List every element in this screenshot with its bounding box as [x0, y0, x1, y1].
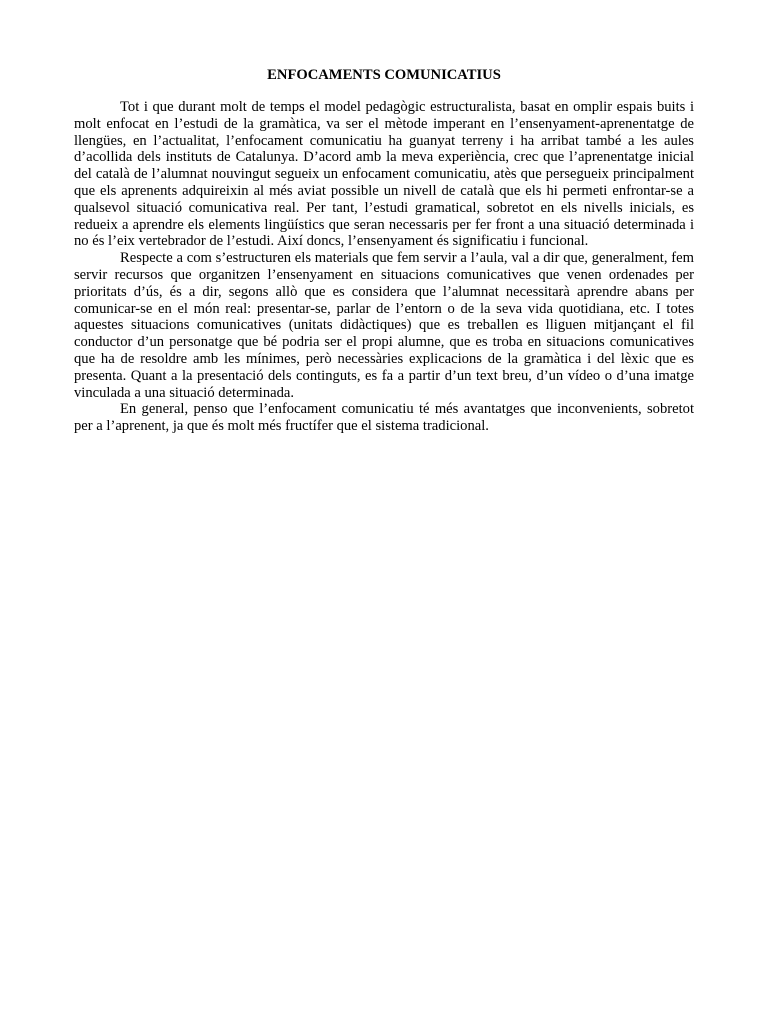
document-page: [74, 66, 694, 435]
paragraph-2: Respecte a com s’estructuren els materials que fem servir a l’aula, val a dir que, generalment, fem servir recursos que organitzen l’ensenyament en situacions comunicatives que venen ordenades per prioritats d’ús, és a dir, segons allò que es considera que l’alumnat necessitarà aprendre abans per comunicar-se en el món real: presentar-se, parlar de l’entorn o de la seva vida quotidiana, etc. I totes aquestes situacions comunicatives (unitats didàctiques) que es treballen es lliguen mitjançant el fil conductor d’un personatge que bé podria ser el propi alumne, que es troba en situacions comunicatives que ha de resoldre amb les mínimes, però necessàries explicacions de la gramàtica i del lèxic que es presenta. Quant a la presentació dels continguts, es fa a partir d’un text breu, d’un vídeo o d’una imatge vinculada a una situació determinada.: [74, 250, 694, 401]
paragraph-1: Tot i que durant molt de temps el model pedagògic estructuralista, basat en omplir espais buits i molt enfocat en l’estudi de la gramàtica, va ser el mètode imperant en l’ensenyament-aprenentatge de llengües, en l’actualitat, l’enfocament comunicatiu ha guanyat terreny i ha arribat també a les aules d’acollida dels instituts de Catalunya. D’acord amb la meva experiència, crec que l’aprenentatge inicial del català de l’alumnat nouvingut segueix un enfocament comunicatiu, atès que persegueix principalment que els aprenents adquireixin al més aviat possible un nivell de català que els hi permeti enfrontar-se a qualsevol situació comunicativa real. Per tant, l’estudi gramatical, sobretot en els nivells inicials, es redueix a aprendre els elements lingüístics que seran necessaris per fer front a una situació determinada i no és l’eix vertebrador de l’estudi. Així doncs, l’ensenyament és significatiu i funcional.: [74, 99, 694, 250]
document-title: ENFOCAMENTS COMUNICATIUS: [267, 67, 501, 83]
paragraph-3: En general, penso que l’enfocament comunicatiu té més avantatges que inconvenients, sobretot per a l’aprenent, ja que és molt més fructífer que el sistema tradicional.: [74, 401, 694, 435]
